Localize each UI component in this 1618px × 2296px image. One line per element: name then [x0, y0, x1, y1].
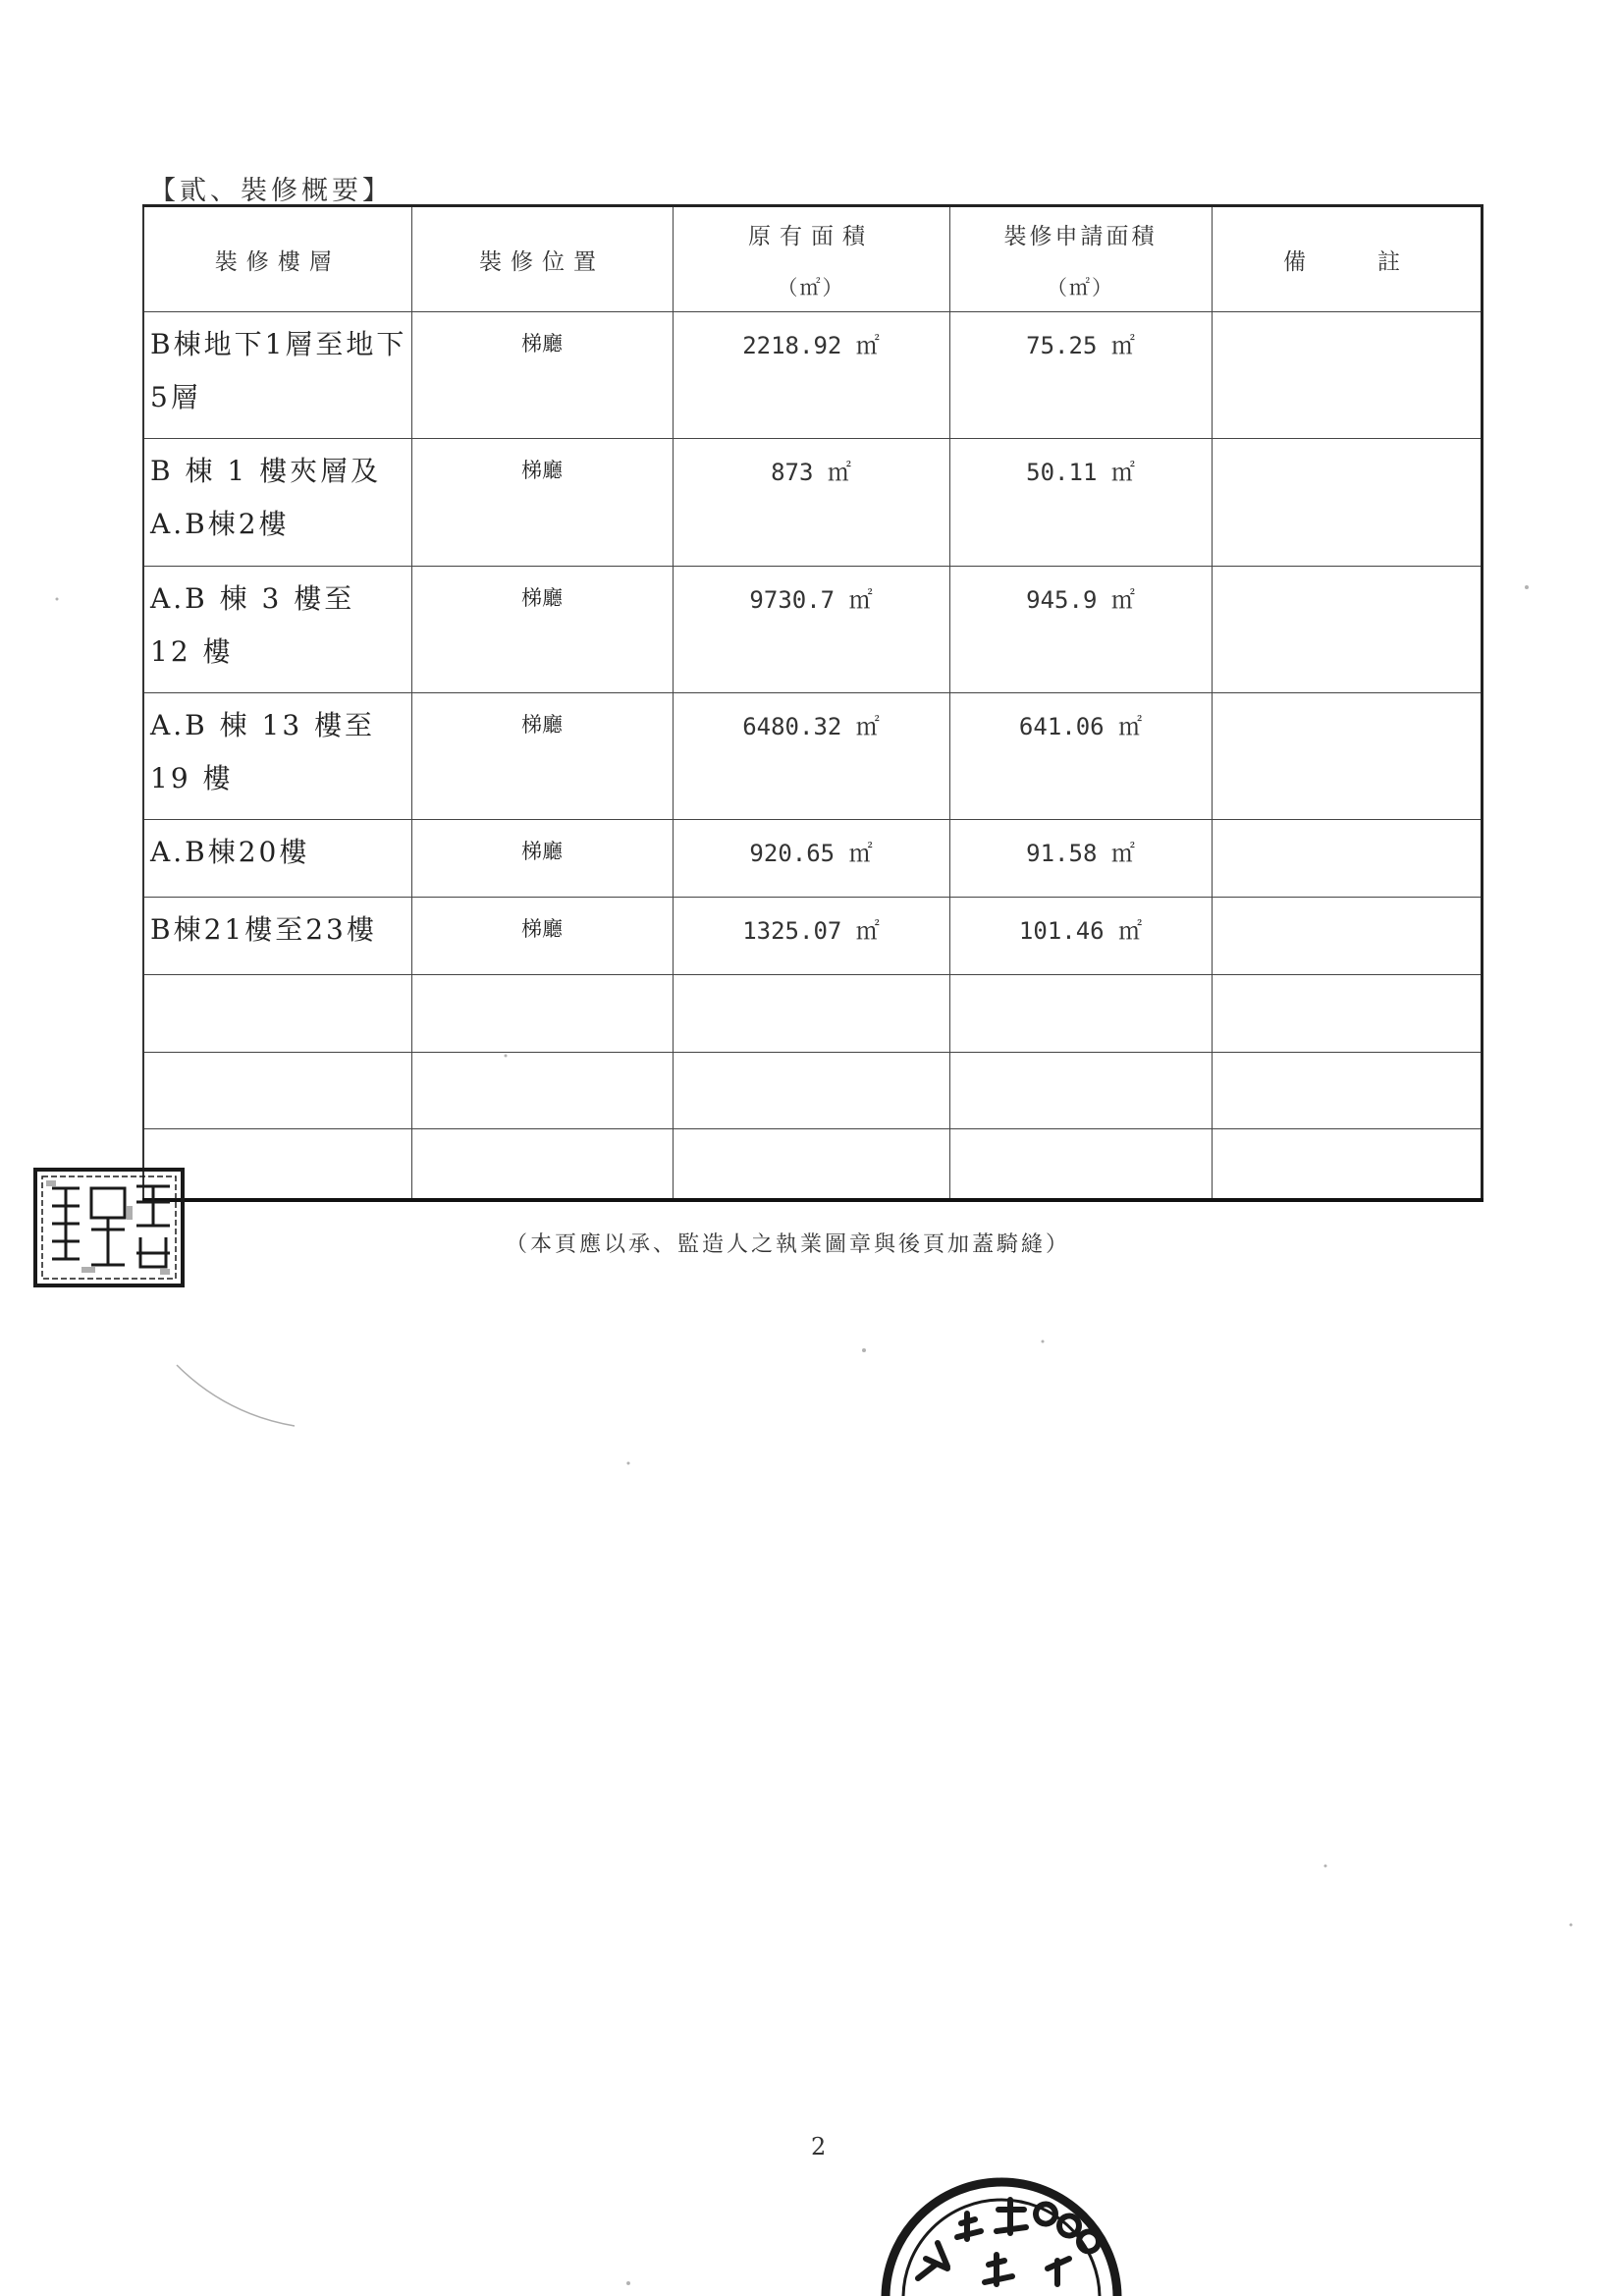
cell-original-area: 873 ㎡ — [673, 439, 949, 566]
cell-remarks — [1212, 312, 1482, 439]
cell-floor — [143, 1052, 411, 1128]
cell-position — [411, 1052, 673, 1128]
cell-original-area: 6480.32 ㎡ — [673, 693, 949, 820]
cell-original-area: 2218.92 ㎡ — [673, 312, 949, 439]
cell-applied-area: 101.46 ㎡ — [949, 897, 1212, 974]
cell-applied-area: 91.58 ㎡ — [949, 820, 1212, 897]
header-applied-area — [949, 206, 1212, 312]
cell-original-area — [673, 975, 949, 1052]
table-row — [143, 693, 1482, 820]
table-row — [143, 566, 1482, 692]
cell-remarks — [1212, 820, 1482, 897]
table-row — [143, 820, 1482, 897]
cell-applied-area: 641.06 ㎡ — [949, 693, 1212, 820]
section-title: 【貳、裝修概要】 — [149, 176, 393, 206]
cell-position: 梯廳 — [411, 897, 673, 974]
cell-remarks — [1212, 1129, 1482, 1200]
cell-original-area: 1325.07 ㎡ — [673, 897, 949, 974]
header-applied-area-unit: （㎡） — [1047, 275, 1114, 300]
header-applied-area-label: 裝修申請面積 — [1003, 223, 1158, 249]
cell-original-area — [673, 1052, 949, 1128]
header-original-area — [673, 206, 949, 312]
cell-remarks — [1212, 975, 1482, 1052]
cell-position: 梯廳 — [411, 820, 673, 897]
table-row — [143, 1129, 1482, 1200]
seal-stamp-bottom — [879, 2170, 1124, 2296]
table-row — [143, 439, 1482, 566]
renovation-summary-table — [142, 204, 1483, 1202]
cell-applied-area — [949, 1129, 1212, 1200]
cell-applied-area — [949, 1052, 1212, 1128]
cell-original-area — [673, 1129, 949, 1200]
cell-position: 梯廳 — [411, 693, 673, 820]
cell-floor: B棟21樓至23樓 — [143, 897, 411, 974]
cell-position: 梯廳 — [411, 566, 673, 692]
cell-remarks — [1212, 693, 1482, 820]
cell-position — [411, 1129, 673, 1200]
cell-floor: A.B棟20樓 — [143, 820, 411, 897]
footnote: （本頁應以承、監造人之執業圖章與後頁加蓋騎縫） — [506, 1232, 1071, 1257]
table-row — [143, 975, 1482, 1052]
cell-position: 梯廳 — [411, 312, 673, 439]
cell-remarks — [1212, 1052, 1482, 1128]
cell-applied-area: 50.11 ㎡ — [949, 439, 1212, 566]
cell-floor: A.B 棟 13 樓至 19 樓 — [143, 693, 411, 820]
cell-floor: B 棟 1 樓夾層及A.B棟2樓 — [143, 439, 411, 566]
table-header-row — [143, 206, 1482, 312]
cell-original-area: 920.65 ㎡ — [673, 820, 949, 897]
header-original-area-unit: （㎡） — [777, 275, 845, 300]
table-row — [143, 1052, 1482, 1128]
table-row — [143, 897, 1482, 974]
cell-remarks — [1212, 897, 1482, 974]
cell-remarks — [1212, 566, 1482, 692]
header-original-area-label: 原有面積 — [748, 223, 874, 249]
seal-stamp-left — [32, 1167, 186, 1288]
cell-position — [411, 975, 673, 1052]
cell-applied-area: 945.9 ㎡ — [949, 566, 1212, 692]
cell-floor — [143, 975, 411, 1052]
cell-position: 梯廳 — [411, 439, 673, 566]
header-remarks: 備 註 — [1212, 206, 1482, 312]
cell-floor: B棟地下1層至地下5層 — [143, 312, 411, 439]
page-number: 2 — [811, 2133, 827, 2160]
cell-original-area: 9730.7 ㎡ — [673, 566, 949, 692]
cell-applied-area: 75.25 ㎡ — [949, 312, 1212, 439]
cell-floor: A.B 棟 3 樓至 12 樓 — [143, 566, 411, 692]
cell-applied-area — [949, 975, 1212, 1052]
header-floor: 裝修樓層 — [143, 206, 411, 312]
header-position: 裝修位置 — [411, 206, 673, 312]
table-row — [143, 312, 1482, 439]
cell-remarks — [1212, 439, 1482, 566]
